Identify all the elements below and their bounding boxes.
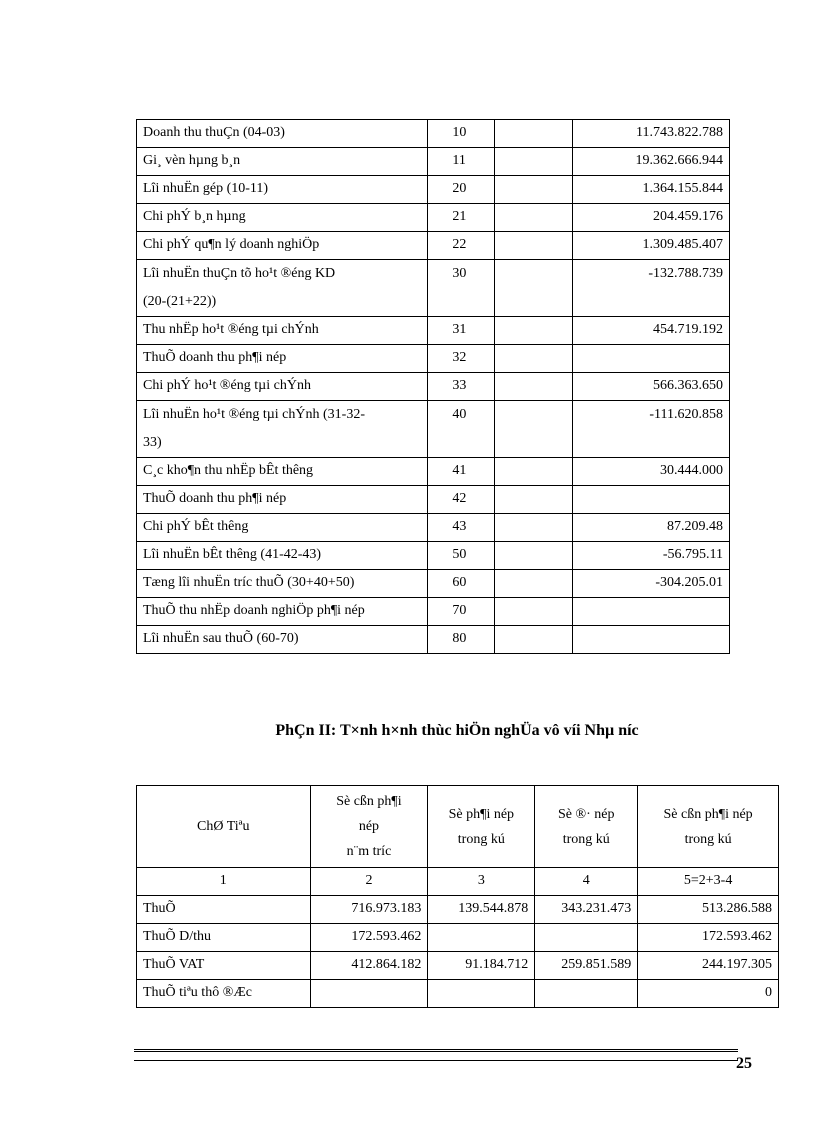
row-label-line1: Lîi nhuËn ho¹t ®éng tµi chÝnh (31-32- bbox=[143, 407, 365, 422]
income-statement-table bbox=[136, 119, 730, 654]
row-value bbox=[573, 345, 730, 373]
row-code: 11 bbox=[428, 148, 495, 176]
row-note bbox=[495, 345, 573, 373]
row-code: 41 bbox=[428, 458, 495, 486]
row-code: 33 bbox=[428, 373, 495, 401]
row-value: 454.719.192 bbox=[573, 317, 730, 345]
row-note bbox=[495, 598, 573, 626]
table-header-row bbox=[137, 786, 779, 868]
index-cell: 2 bbox=[310, 868, 428, 896]
row-label: Thu nhËp ho¹t ®éng tµi chÝnh bbox=[137, 317, 428, 345]
row-value bbox=[535, 980, 638, 1008]
row-label: ThuÕ thu nhËp doanh nghiÖp ph¶i nép bbox=[137, 598, 428, 626]
row-code: 43 bbox=[428, 514, 495, 542]
row-value: -132.788.739 bbox=[573, 260, 730, 317]
row-note bbox=[495, 204, 573, 232]
row-value: 1.364.155.844 bbox=[573, 176, 730, 204]
table-row bbox=[137, 598, 730, 626]
row-code: 50 bbox=[428, 542, 495, 570]
row-note bbox=[495, 176, 573, 204]
header-line: Sè ®· nép bbox=[557, 806, 615, 822]
header-paid-in-period bbox=[535, 786, 638, 868]
row-value: 172.593.462 bbox=[310, 924, 428, 952]
row-value: 11.743.822.788 bbox=[573, 120, 730, 148]
row-code: 30 bbox=[428, 260, 495, 317]
header-line: Sè cßn ph¶i nép bbox=[663, 806, 753, 822]
row-value: 87.209.48 bbox=[573, 514, 730, 542]
row-value: -56.795.11 bbox=[573, 542, 730, 570]
table-row bbox=[137, 345, 730, 373]
tax-obligation-table bbox=[136, 785, 779, 1008]
row-label: Gi¸ vèn hµng b¸n bbox=[137, 148, 428, 176]
row-label: Doanh thu thuÇn (04-03) bbox=[137, 120, 428, 148]
row-value: -111.620.858 bbox=[573, 401, 730, 458]
header-line: trong kú bbox=[684, 831, 732, 847]
header-indicator: ChØ Tiªu bbox=[137, 786, 311, 868]
row-note bbox=[495, 570, 573, 598]
row-note bbox=[495, 317, 573, 345]
page-number: 25 bbox=[736, 1055, 752, 1072]
row-note bbox=[495, 486, 573, 514]
row-code: 42 bbox=[428, 486, 495, 514]
row-value: 0 bbox=[638, 980, 779, 1008]
row-label: Chi phÝ bÊt thêng bbox=[137, 514, 428, 542]
header-line: n¨m tríc bbox=[346, 844, 392, 859]
row-label bbox=[137, 401, 428, 458]
row-code: 10 bbox=[428, 120, 495, 148]
table-row bbox=[137, 570, 730, 598]
row-label: Tæng lîi nhuËn tríc thuÕ (30+40+50) bbox=[137, 570, 428, 598]
table-row bbox=[137, 373, 730, 401]
row-code: 21 bbox=[428, 204, 495, 232]
row-value: 30.444.000 bbox=[573, 458, 730, 486]
row-value: 91.184.712 bbox=[428, 952, 535, 980]
row-value: 204.459.176 bbox=[573, 204, 730, 232]
row-value: 139.544.878 bbox=[428, 896, 535, 924]
row-label bbox=[137, 260, 428, 317]
row-label: Chi phÝ qu¶n lý doanh nghiÖp bbox=[137, 232, 428, 260]
row-value: -304.205.01 bbox=[573, 570, 730, 598]
table-row bbox=[137, 176, 730, 204]
table-row bbox=[137, 204, 730, 232]
row-label: Chi phÝ ho¹t ®éng tµi chÝnh bbox=[137, 373, 428, 401]
table-row bbox=[137, 514, 730, 542]
header-payable-in-period bbox=[428, 786, 535, 868]
row-value: 244.197.305 bbox=[638, 952, 779, 980]
table-row bbox=[137, 626, 730, 654]
row-value: 566.363.650 bbox=[573, 373, 730, 401]
row-code: 70 bbox=[428, 598, 495, 626]
row-value bbox=[573, 626, 730, 654]
row-label: ThuÕ VAT bbox=[137, 952, 311, 980]
row-note bbox=[495, 232, 573, 260]
column-index-row bbox=[137, 868, 779, 896]
section-heading: PhÇn II: T×nh h×nh thùc hiÖn nghÜa vô víi Nhµ níc bbox=[275, 722, 639, 739]
row-code: 60 bbox=[428, 570, 495, 598]
row-value bbox=[535, 924, 638, 952]
row-value: 259.851.589 bbox=[535, 952, 638, 980]
row-label: ThuÕ bbox=[137, 896, 311, 924]
row-note bbox=[495, 458, 573, 486]
table-row bbox=[137, 952, 779, 980]
row-value bbox=[573, 598, 730, 626]
row-code: 22 bbox=[428, 232, 495, 260]
row-value: 343.231.473 bbox=[535, 896, 638, 924]
row-code: 40 bbox=[428, 401, 495, 458]
row-label: Lîi nhuËn gép (10-11) bbox=[137, 176, 428, 204]
row-value bbox=[573, 486, 730, 514]
row-code: 20 bbox=[428, 176, 495, 204]
row-label: ThuÕ tiªu thô ®Æc bbox=[137, 980, 311, 1008]
row-label: ThuÕ D/thu bbox=[137, 924, 311, 952]
header-line: Sè ph¶i nép bbox=[448, 806, 515, 822]
index-cell: 1 bbox=[137, 868, 311, 896]
row-code: 32 bbox=[428, 345, 495, 373]
row-value: 19.362.666.944 bbox=[573, 148, 730, 176]
header-line: trong kú bbox=[562, 831, 610, 847]
row-label: ThuÕ doanh thu ph¶i nép bbox=[137, 486, 428, 514]
table-row bbox=[137, 980, 779, 1008]
row-label-line1: Lîi nhuËn thuÇn tõ ho¹t ®éng KD bbox=[143, 266, 336, 281]
row-value: 716.973.183 bbox=[310, 896, 428, 924]
row-value bbox=[428, 980, 535, 1008]
header-line: Sè cßn ph¶i bbox=[336, 794, 402, 809]
row-label: Chi phÝ b¸n hµng bbox=[137, 204, 428, 232]
row-code: 80 bbox=[428, 626, 495, 654]
row-value: 1.309.485.407 bbox=[573, 232, 730, 260]
table-row bbox=[137, 120, 730, 148]
footer-divider bbox=[134, 1049, 738, 1061]
table-row bbox=[137, 458, 730, 486]
row-code: 31 bbox=[428, 317, 495, 345]
row-value: 513.286.588 bbox=[638, 896, 779, 924]
row-note bbox=[495, 120, 573, 148]
row-label: C¸c kho¶n thu nhËp bÊt thêng bbox=[137, 458, 428, 486]
table-row bbox=[137, 924, 779, 952]
row-value: 172.593.462 bbox=[638, 924, 779, 952]
index-cell: 3 bbox=[428, 868, 535, 896]
row-label: ThuÕ doanh thu ph¶i nép bbox=[137, 345, 428, 373]
row-value: 412.864.182 bbox=[310, 952, 428, 980]
table-row bbox=[137, 401, 730, 458]
row-note bbox=[495, 626, 573, 654]
row-label-line2: 33) bbox=[143, 435, 162, 450]
header-prior-year-remaining bbox=[310, 786, 428, 868]
table-row bbox=[137, 260, 730, 317]
header-line: trong kú bbox=[457, 831, 505, 847]
table-row bbox=[137, 896, 779, 924]
row-note bbox=[495, 260, 573, 317]
table-row bbox=[137, 486, 730, 514]
row-label: Lîi nhuËn sau thuÕ (60-70) bbox=[137, 626, 428, 654]
table-row bbox=[137, 148, 730, 176]
header-line: nép bbox=[358, 819, 380, 834]
table-row bbox=[137, 317, 730, 345]
header-remaining-in-period bbox=[638, 786, 779, 868]
table-row bbox=[137, 232, 730, 260]
row-note bbox=[495, 514, 573, 542]
row-note bbox=[495, 148, 573, 176]
row-note bbox=[495, 401, 573, 458]
row-value bbox=[428, 924, 535, 952]
row-value bbox=[310, 980, 428, 1008]
row-note bbox=[495, 542, 573, 570]
index-cell: 4 bbox=[535, 868, 638, 896]
row-label: Lîi nhuËn bÊt thêng (41-42-43) bbox=[137, 542, 428, 570]
row-note bbox=[495, 373, 573, 401]
row-label-line2: (20-(21+22)) bbox=[143, 294, 217, 309]
table-row bbox=[137, 542, 730, 570]
index-cell: 5=2+3-4 bbox=[638, 868, 779, 896]
